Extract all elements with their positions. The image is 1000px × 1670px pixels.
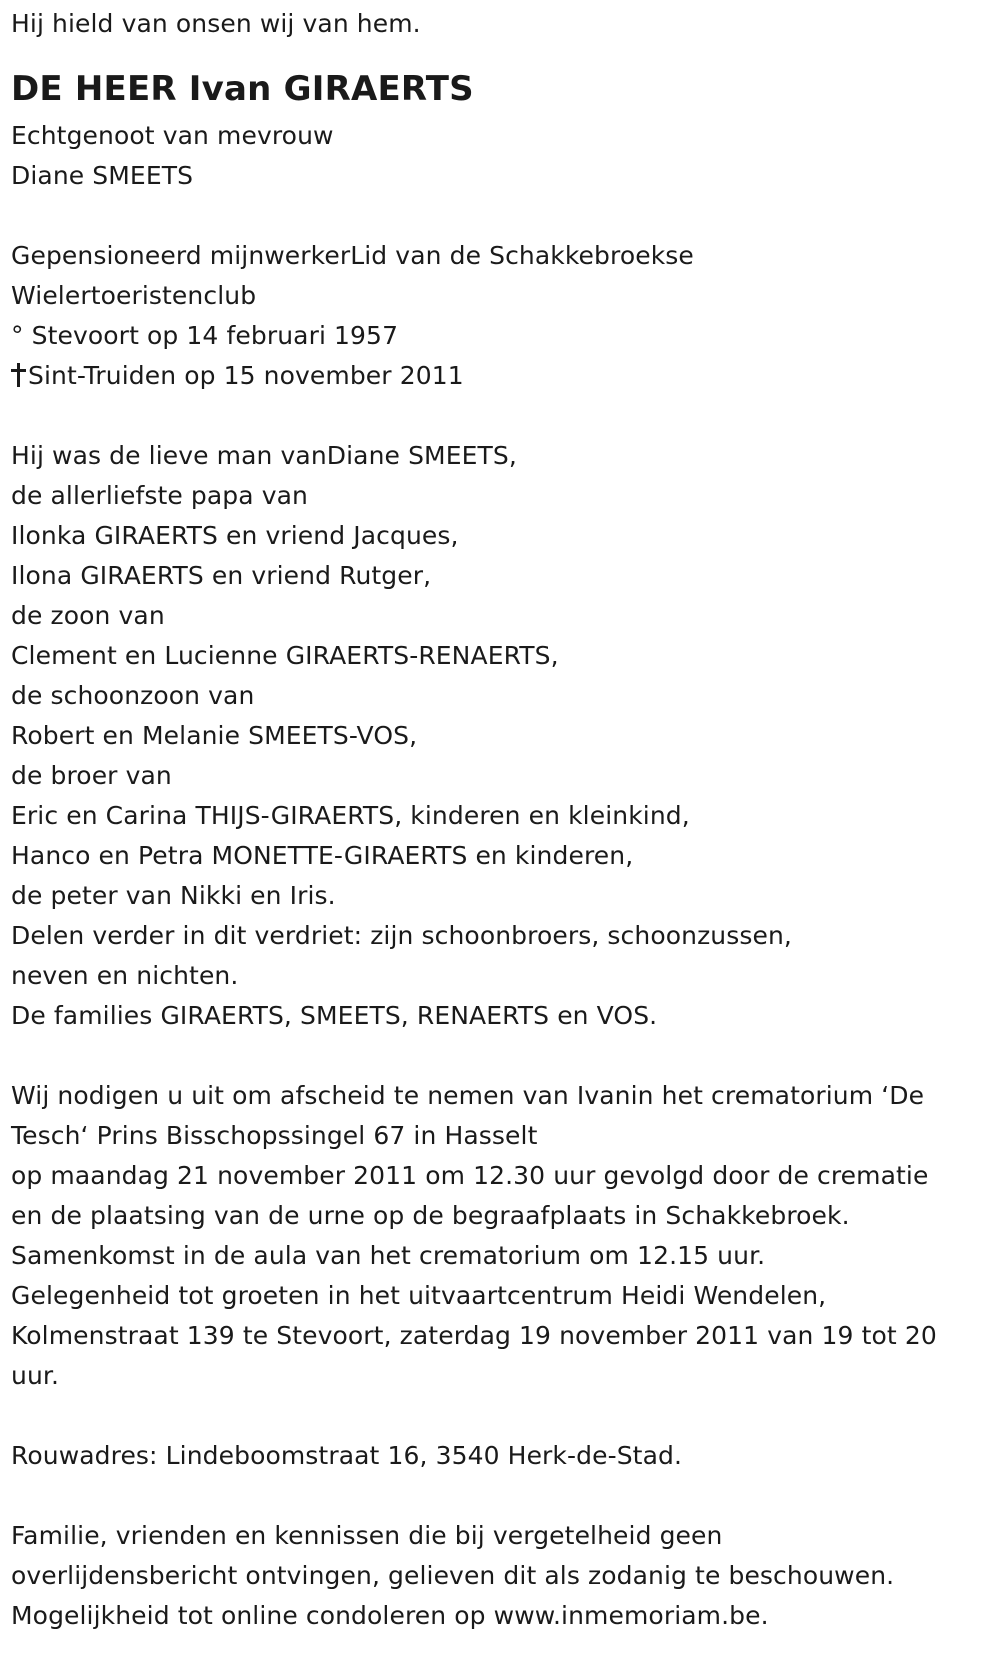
family-line: Hanco en Petra MONETTE-GIRAERTS en kinderen, — [11, 841, 634, 870]
club-line: Wielertoeristenclub — [11, 281, 257, 310]
family-line: Delen verder in dit verdriet: zijn schoonbroers, schoonzussen, — [11, 921, 792, 950]
ceremony-line: en de plaatsing van de urne op de begraafplaats in Schakkebroek. — [11, 1201, 850, 1230]
family-line: Clement en Lucienne GIRAERTS-RENAERTS, — [11, 641, 559, 670]
ceremony-line: op maandag 21 november 2011 om 12.30 uur gevolgd door de crematie — [11, 1161, 929, 1190]
closing-section — [11, 1516, 996, 1636]
family-line: Ilonka GIRAERTS en vriend Jacques, — [11, 521, 459, 550]
spacer — [11, 1396, 996, 1436]
family-section — [11, 436, 996, 1036]
family-line: neven en nichten. — [11, 961, 239, 990]
ceremony-line: uur. — [11, 1361, 60, 1390]
birth-line: ° Stevoort op 14 februari 1957 — [11, 321, 399, 350]
family-line: de peter van Nikki en Iris. — [11, 881, 336, 910]
death-line — [11, 356, 996, 396]
ceremony-line: Gelegenheid tot groeten in het uitvaartcentrum Heidi Wendelen, — [11, 1281, 827, 1310]
family-line: de zoon van — [11, 601, 165, 630]
family-line: Hij was de lieve man vanDiane SMEETS, — [11, 441, 517, 470]
closing-line: Familie, vrienden en kennissen die bij vergetelheid geen — [11, 1521, 723, 1550]
family-line: Robert en Melanie SMEETS-VOS, — [11, 721, 418, 750]
occupation-line: Gepensioneerd mijnwerkerLid van de Schakkebroekse — [11, 241, 694, 270]
ceremony-line: Samenkomst in de aula van het crematorium om 12.15 uur. — [11, 1241, 766, 1270]
obituary-notice — [11, 4, 996, 1636]
cross-icon — [11, 363, 27, 387]
spacer — [11, 1036, 996, 1076]
family-line: de schoonzoon van — [11, 681, 255, 710]
ceremony-line: Kolmenstraat 139 te Stevoort, zaterdag 19 november 2011 van 19 tot 20 — [11, 1321, 937, 1350]
ceremony-line: Wij nodigen u uit om afscheid te nemen van Ivanin het crematorium ‘De — [11, 1081, 925, 1110]
ceremony-line: Tesch‘ Prins Bisschopssingel 67 in Hasselt — [11, 1121, 538, 1150]
family-line: Ilona GIRAERTS en vriend Rutger, — [11, 561, 432, 590]
mourning-address: Rouwadres: Lindeboomstraat 16, 3540 Herk-de-Stad. — [11, 1441, 683, 1470]
ceremony-section — [11, 1076, 996, 1396]
family-line: de allerliefste papa van — [11, 481, 308, 510]
family-line: de broer van — [11, 761, 172, 790]
deceased-name: DE HEER Ivan GIRAERTS — [11, 69, 474, 109]
death-text: Sint-Truiden op 15 november 2011 — [28, 361, 464, 390]
spacer — [11, 396, 996, 436]
spouse-name: Diane SMEETS — [11, 161, 194, 190]
family-line: De families GIRAERTS, SMEETS, RENAERTS en VOS. — [11, 1001, 658, 1030]
spacer — [11, 1476, 996, 1516]
spacer — [11, 196, 996, 236]
family-line: Eric en Carina THIJS-GIRAERTS, kinderen en kleinkind, — [11, 801, 690, 830]
spouse-intro: Echtgenoot van mevrouw — [11, 121, 334, 150]
closing-line: overlijdensbericht ontvingen, gelieven dit als zodanig te beschouwen. — [11, 1561, 895, 1590]
opening-quote: Hij hield van onsen wij van hem. — [11, 9, 421, 38]
closing-line: Mogelijkheid tot online condoleren op www.inmemoriam.be. — [11, 1601, 769, 1630]
